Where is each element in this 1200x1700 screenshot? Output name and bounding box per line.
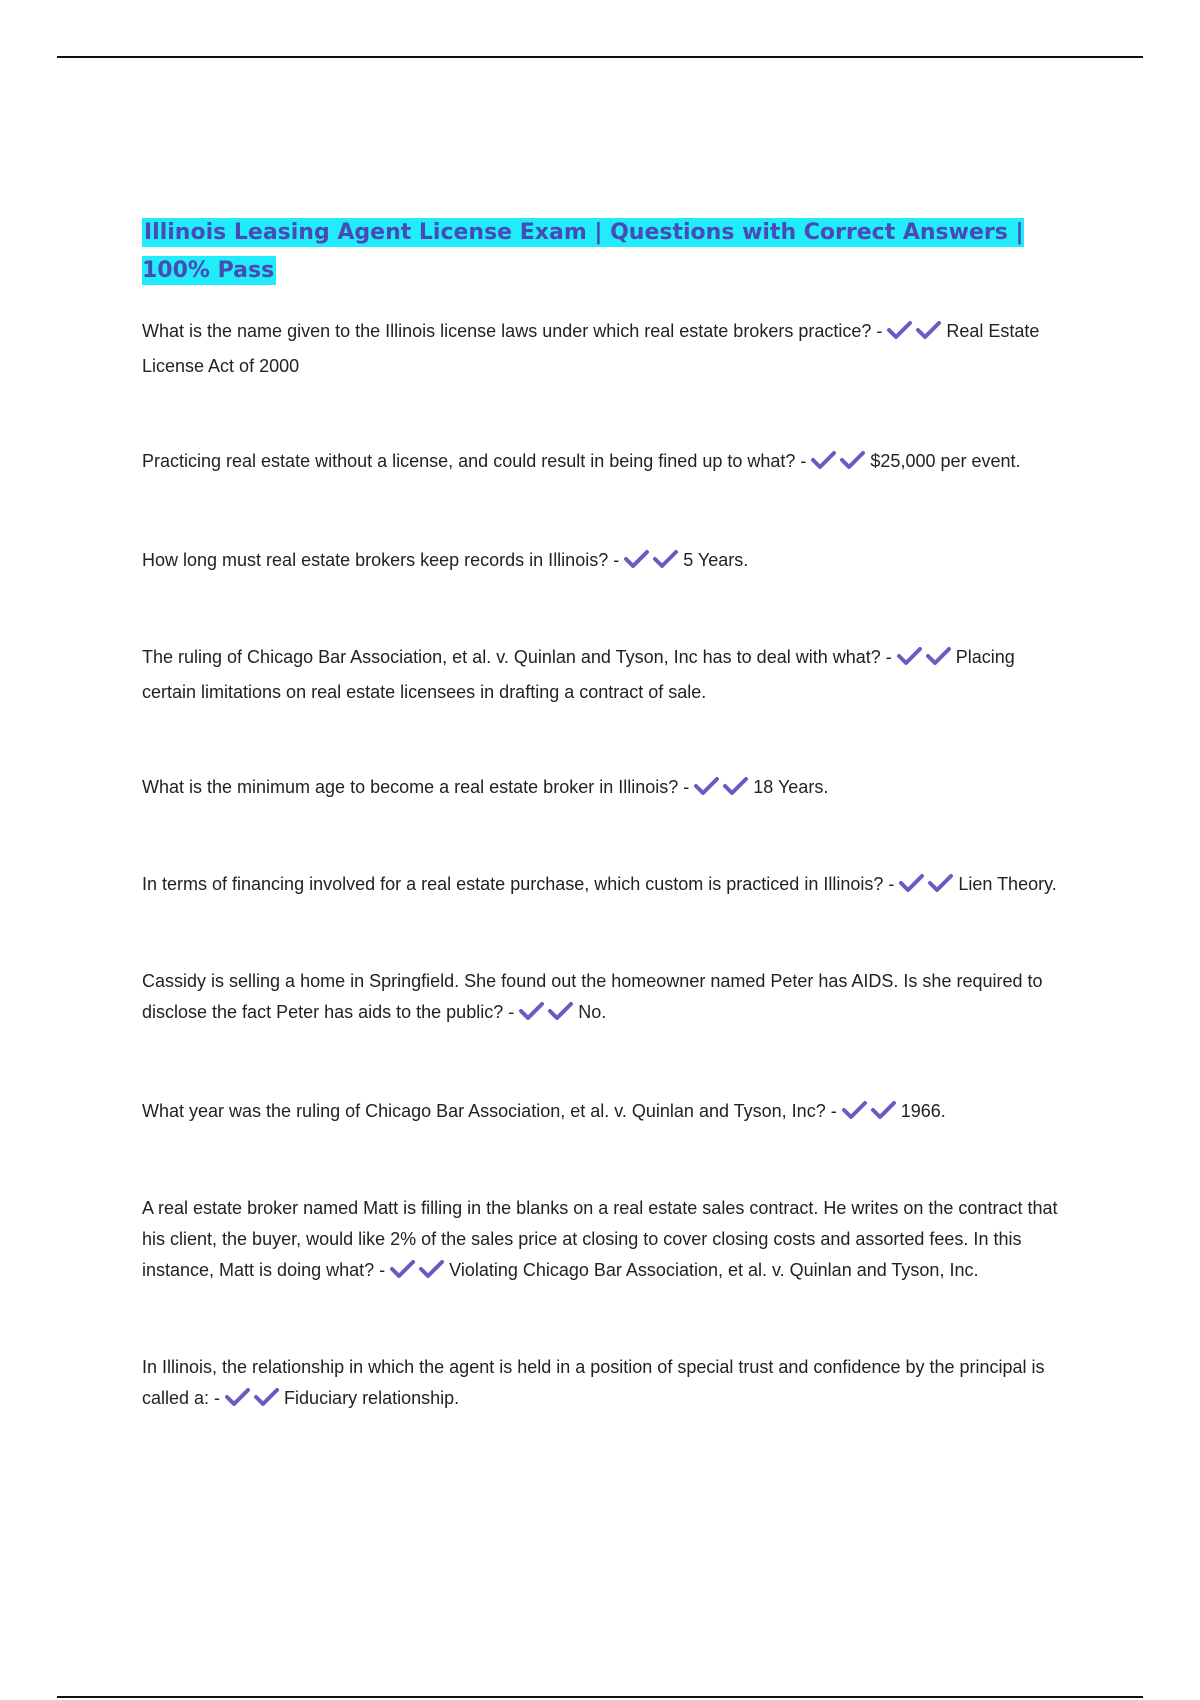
separator: - — [883, 874, 895, 894]
document-body — [142, 214, 1067, 1418]
separator: - — [795, 451, 807, 471]
question-text: What year was the ruling of Chicago Bar Association, et al. v. Quinlan and Tyson, Inc? — [142, 1101, 826, 1121]
qa-item — [142, 869, 1067, 904]
separator: - — [608, 550, 620, 570]
document-title — [142, 214, 1067, 290]
double-checkmark-icon — [896, 645, 954, 677]
qa-item — [142, 1096, 1067, 1131]
question-text: What is the name given to the Illinois license laws under which real estate brokers practice? — [142, 321, 872, 341]
double-checkmark-icon — [693, 775, 751, 807]
answer-text: No. — [578, 1002, 607, 1022]
qa-item — [142, 316, 1067, 382]
question-text: In terms of financing involved for a real estate purchase, which custom is practiced in Illinois? — [142, 874, 884, 894]
qa-item — [142, 966, 1067, 1032]
double-checkmark-icon — [623, 548, 681, 580]
answer-text: 18 Years. — [753, 777, 829, 797]
question-text: In Illinois, the relationship in which the agent is held in a position of special trust and confidence by the principal is called a: — [142, 1357, 1045, 1408]
separator: - — [880, 647, 892, 667]
double-checkmark-icon — [841, 1099, 899, 1131]
question-text: Cassidy is selling a home in Springfield. She found out the homeowner named Peter has AIDS. Is she required to disclose the fact Peter has aids to the public? — [142, 971, 1043, 1022]
answer-text: 5 Years. — [683, 550, 749, 570]
answer-text: Placing certain limitations on real estate licensees in drafting a contract of sale. — [142, 647, 1015, 702]
qa-item — [142, 642, 1067, 708]
double-checkmark-icon — [898, 872, 956, 904]
double-checkmark-icon — [810, 449, 868, 481]
answer-text: $25,000 per event. — [870, 451, 1021, 471]
qa-item — [142, 1352, 1067, 1418]
separator: - — [825, 1101, 837, 1121]
question-text: Practicing real estate without a license, and could result in being fined up to what? — [142, 451, 796, 471]
separator: - — [503, 1002, 515, 1022]
title-highlight: Illinois Leasing Agent License Exam | Questions with Correct Answers | 100% Pass — [142, 220, 1024, 283]
answer-text: Real Estate License Act of 2000 — [142, 321, 1040, 376]
question-text: How long must real estate brokers keep records in Illinois? — [142, 550, 609, 570]
double-checkmark-icon — [886, 319, 944, 351]
top-rule — [57, 56, 1143, 58]
answer-text: Fiduciary relationship. — [284, 1388, 460, 1408]
qa-item — [142, 772, 1067, 807]
double-checkmark-icon — [518, 1000, 576, 1032]
qa-item — [142, 446, 1067, 481]
answer-text: Violating Chicago Bar Association, et al. v. Quinlan and Tyson, Inc. — [449, 1260, 979, 1280]
separator: - — [678, 777, 690, 797]
question-text: The ruling of Chicago Bar Association, et al. v. Quinlan and Tyson, Inc has to deal with what? — [142, 647, 881, 667]
qa-item — [142, 545, 1067, 580]
answer-text: 1966. — [900, 1101, 946, 1121]
answer-text: Lien Theory. — [958, 874, 1057, 894]
separator: - — [209, 1388, 221, 1408]
separator: - — [871, 321, 883, 341]
question-text: A real estate broker named Matt is filling in the blanks on a real estate sales contract. He writes on the contract that his client, the buyer, would like 2% of the sales price at closing to cover closing costs and assorted fees. In this instance, Matt is doing what? — [142, 1198, 1058, 1280]
separator: - — [374, 1260, 386, 1280]
bottom-rule — [57, 1696, 1143, 1698]
question-text: What is the minimum age to become a real estate broker in Illinois? — [142, 777, 679, 797]
double-checkmark-icon — [389, 1258, 447, 1290]
double-checkmark-icon — [224, 1386, 282, 1418]
qa-item — [142, 1193, 1067, 1290]
